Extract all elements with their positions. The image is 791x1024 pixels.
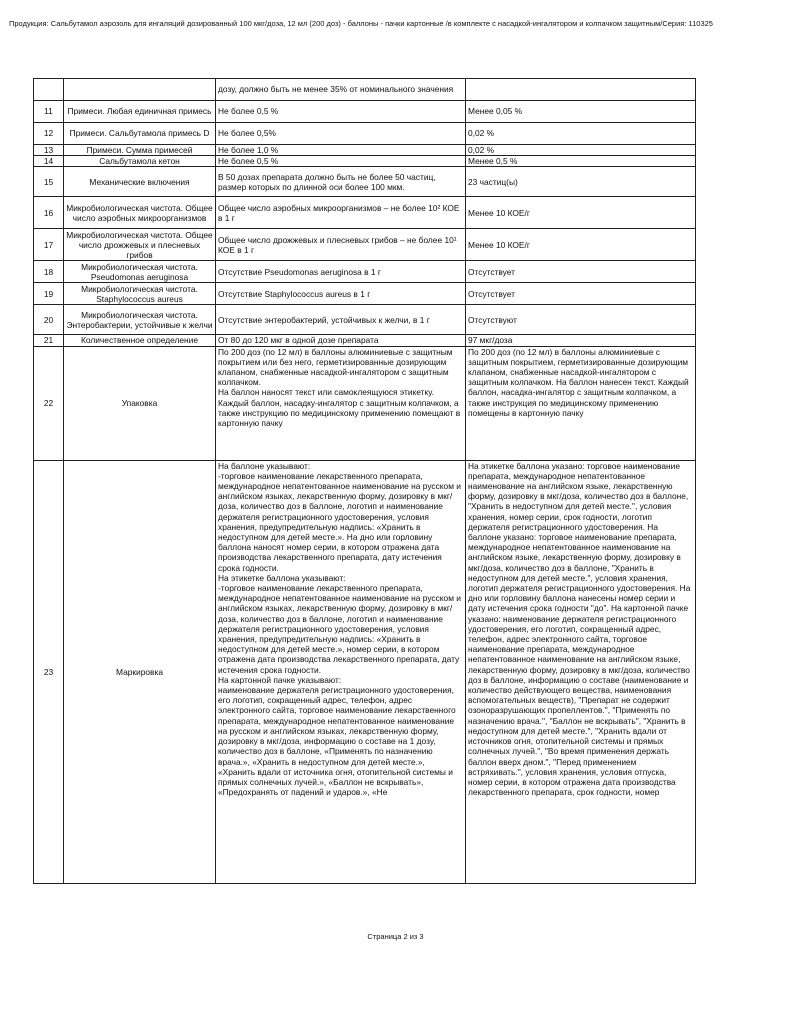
result-cell: По 200 доз (по 12 мл) в баллоны алюминиевые с защитным покрытием, герметизированные дозирующим клапаном, снабженные насадкой-ингалятором с защитным колпачком. На баллон нанесен текст. Каждый баллон, насадка-ингалятор с защитным колпачком, а также инструкция по медицинскому применению помещены в картонную пачку (466, 346, 696, 460)
parameter-name-cell: Механические включения (64, 167, 216, 197)
table-row (34, 229, 696, 261)
parameter-name-cell: Микробиологическая чистота. Pseudomonas aeruginosa (64, 261, 216, 283)
row-number-cell: 18 (34, 261, 64, 283)
row-number-cell: 20 (34, 305, 64, 335)
row-number-cell: 19 (34, 283, 64, 305)
row-number-cell: 11 (34, 101, 64, 123)
result-cell: Менее 10 КОЕ/г (466, 197, 696, 229)
spec-cell: дозу, должно быть не менее 35% от номинального значения (216, 79, 466, 101)
result-cell: Отсутствует (466, 261, 696, 283)
row-number-cell: 16 (34, 197, 64, 229)
result-cell: 0,02 % (466, 123, 696, 145)
result-cell: Менее 10 КОЕ/г (466, 229, 696, 261)
row-number-cell: 21 (34, 335, 64, 346)
specification-cell: На баллоне указывают: -торговое наименование лекарственного препарата, международное непатентованное наименование на русском и английском языках, лекарственную форму, дозировку в мкг/доза, количество доз в баллоне, логотип и наименование держателя регистрационного удостоверения, условия хранения, предупредительную надпись: «Хранить в недоступном для детей месте.». На дно или горловину баллона наносят номер серии, в котором отражена дата производства лекарственного препарата, дату истечения срока годности. На этикетке баллона указывают: -торговое наименование лекарственного препарата, международное непатентованное наименование на русском и английском языках, лекарственную форму, дозировку в мкг/доза, количество доз в баллоне, логотип и наименование держателя регистрационного удостоверения, условия хранения, предупредительную надпись: «Хранить в недоступном для детей месте.», номер серии, в котором отражена дата производства лекарственного препарата, дату истечения срока годности. На картонной пачке указывают: наименование держателя регистрационного удостоверения, его логотип, сокращенный адрес, телефон, адрес электронного сайта, торговое наименование лекарственного препарата, международное непатентованное наименование на русском и английском языках, лекарственную форму, дозировку в мкг/доза, информацию о составе на 1 дозу, количество доз в баллоне, «Применять по назначению врача.», «Хранить в недоступном для детей месте.», «Хранить вдали от источника огня, отопительной системы и прямых солнечных лучей.», «Баллон не вскрывать», «Предохранять от падений и ударов.», «Не (216, 460, 466, 883)
document-header: Продукция: Сальбутамол аэрозоль для ингаляций дозированный 100 мкг/доза, 12 мл (200 доз) - баллоны - пачки картонные /в комплекте с насадкой-ингалятором и колпачком защитным/Серия: 110325 (9, 19, 713, 28)
table-row (34, 346, 696, 460)
parameter-name-cell: Примеси. Любая единичная примесь (64, 101, 216, 123)
result-cell: 0,02 % (466, 145, 696, 156)
specification-table (33, 78, 696, 884)
row-number-cell: 17 (34, 229, 64, 261)
specification-cell: Отсутствие Pseudomonas aeruginosa в 1 г (216, 261, 466, 283)
specification-cell: Общее число аэробных микроорганизмов – не более 10² КОЕ в 1 г (216, 197, 466, 229)
parameter-name-cell: Примеси. Сумма примесей (64, 145, 216, 156)
result-cell: Менее 0,05 % (466, 101, 696, 123)
specification-cell: Не более 0,5% (216, 123, 466, 145)
specification-cell: В 50 дозах препарата должно быть не более 50 частиц, размер которых по длинной оси более 100 мкм. (216, 167, 466, 197)
specification-cell: Не более 0,5 % (216, 101, 466, 123)
table-row (34, 123, 696, 145)
name-cell (64, 79, 216, 101)
parameter-name-cell: Микробиологическая чистота. Общее число аэробных микроорганизмов (64, 197, 216, 229)
parameter-name-cell: Примеси. Сальбутамола примесь D (64, 123, 216, 145)
table-row (34, 167, 696, 197)
result-cell: Отсутствует (466, 283, 696, 305)
parameter-name-cell: Количественное определение (64, 335, 216, 346)
table-row (34, 197, 696, 229)
row-number-cell: 14 (34, 156, 64, 167)
specification-cell: По 200 доз (по 12 мл) в баллоны алюминиевые с защитным покрытием или без него, герметизированные дозирующим клапаном, снабженные насадкой-ингалятором с защитным колпачком. На баллон наносят текст или самоклеящуюся этикетку. Каждый баллон, насадку-ингалятор с защитным колпачком, а также инструкцию по медицинскому применению помещают в картонную пачку (216, 346, 466, 460)
specification-cell: Не более 1,0 % (216, 145, 466, 156)
table-row (34, 283, 696, 305)
row-number-cell: 12 (34, 123, 64, 145)
table-row (34, 101, 696, 123)
row-number-cell: 23 (34, 460, 64, 883)
table-row (34, 460, 696, 883)
specification-cell: От 80 до 120 мкг в одной дозе препарата (216, 335, 466, 346)
parameter-name-cell: Микробиологическая чистота. Staphylococcus aureus (64, 283, 216, 305)
table-row (34, 156, 696, 167)
specification-cell: Отсутствие энтеробактерий, устойчивых к желчи, в 1 г (216, 305, 466, 335)
num-cell (34, 79, 64, 101)
row-number-cell: 22 (34, 346, 64, 460)
result-cell: На этикетке баллона указано: торговое наименование препарата, международное непатентованное наименование на английском языке, лекарственную форму, дозировку в мкг/доза, количество доз в баллоне, "Хранить в недоступном для детей месте.", условия хранения, номер серии, срок годности, логотип держателя регистрационного удостоверения. На баллоне указано: торговое наименование препарата, международное непатентованное наименование на английском языке, лекарственную форму, дозировку в мкг/доза, количество доз в баллоне, "Хранить в недоступном для детей месте.", условия хранения, логотип держателя регистрационного удостоверения. На дно или горловину баллона нанесены номер серии и дату истечения срока годности "до". На картонной пачке указано: наименование держателя регистрационного удостоверения, его логотип, сокращенный адрес, телефон, адрес электронного сайта, торговое наименование препарата, международное непатентованное наименование на английском языке, лекарственную форму, дозировку в мкг/доза, количество доз в баллоне, информацию о составе (наименование и количество действующего вещества, наименования вспомогательных веществ), "Препарат не содержит озоноразрушающих пропеллентов.", "Применять по назначению врача.", "Баллон не вскрывать", "Хранить в недоступном для детей месте.", "Хранить вдали от источников огня, отопительной системы и прямых солнечных лучей.", "Во время применения держать баллон вверх дном.", "Перед применением встряхивать.", условия хранения, условия отпуска, номер серии, в котором отражена дата производства лекарственного препарата, срок годности, номер (466, 460, 696, 883)
parameter-name-cell: Упаковка (64, 346, 216, 460)
specification-cell: Отсутствие Staphylococcus aureus в 1 г (216, 283, 466, 305)
result-cell: 97 мкг/доза (466, 335, 696, 346)
row-number-cell: 15 (34, 167, 64, 197)
page-number: Страница 2 из 3 (367, 932, 424, 941)
table-row (34, 261, 696, 283)
parameter-name-cell: Маркировка (64, 460, 216, 883)
row-number-cell: 13 (34, 145, 64, 156)
parameter-name-cell: Микробиологическая чистота. Энтеробактерии, устойчивые к желчи (64, 305, 216, 335)
parameter-name-cell: Сальбутамола кетон (64, 156, 216, 167)
result-cell: Менее 0,5 % (466, 156, 696, 167)
specification-cell: Общее число дрожжевых и плесневых грибов – не более 10¹ КОЕ в 1 г (216, 229, 466, 261)
table-row (34, 305, 696, 335)
parameter-name-cell: Микробиологическая чистота. Общее число дрожжевых и плесневых грибов (64, 229, 216, 261)
table-row (34, 335, 696, 346)
table-row (34, 145, 696, 156)
result-cell (466, 79, 696, 101)
specification-cell: Не более 0,5 % (216, 156, 466, 167)
result-cell: Отсутствуют (466, 305, 696, 335)
continuation-row (34, 79, 696, 101)
result-cell: 23 частиц(ы) (466, 167, 696, 197)
